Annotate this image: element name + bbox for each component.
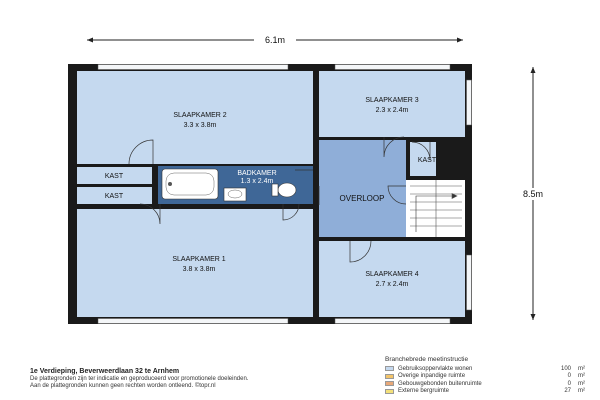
- toilet-icon: [278, 183, 296, 197]
- legend-value: 0: [567, 373, 571, 380]
- slaapkamer3-name: SLAAPKAMER 3: [365, 97, 419, 104]
- address: 1e Verdieping, Beverweerdlaan 32 te Arnhem: [30, 368, 180, 375]
- badkamer-name: BADKAMER: [237, 170, 277, 177]
- slaapkamer1-size: 3.8 x 3.8m: [182, 266, 216, 273]
- legend-unit: m²: [578, 380, 585, 387]
- legend-title: Branchebrede meetinstructie: [385, 356, 469, 363]
- legend-swatch: [385, 381, 394, 386]
- slaapkamer4-size: 2.7 x 2.4m: [375, 281, 409, 288]
- kast-top-label: KAST: [104, 173, 124, 180]
- disclaimer-line-1: De plattegronden zijn ter indicatie en geproduceerd voor promotionele doeleinden.: [30, 375, 249, 382]
- legend-swatch: [385, 374, 394, 379]
- slaapkamer1-name: SLAAPKAMER 1: [172, 256, 226, 263]
- legend-value: 100: [560, 365, 571, 372]
- slaapkamer4-name: SLAAPKAMER 4: [365, 271, 419, 278]
- legend-item: [385, 373, 585, 381]
- legend-label: Gebruiksoppervlakte wonen: [398, 365, 473, 372]
- legend-swatch: [385, 389, 394, 394]
- width-label: 6.1m: [264, 35, 286, 45]
- slaapkamer3-size: 2.3 x 2.4m: [375, 107, 409, 114]
- overloop-name: OVERLOOP: [339, 194, 385, 203]
- room-slaapkamer3: [319, 71, 465, 137]
- kast-bottom-label: KAST: [104, 193, 124, 200]
- slaapkamer2-name: SLAAPKAMER 2: [173, 112, 227, 119]
- height-label: 8.5m: [522, 189, 544, 199]
- legend-label: Externe bergruimte: [398, 388, 450, 395]
- room-slaapkamer1: [77, 209, 313, 317]
- legend-item: [385, 365, 585, 373]
- room-slaapkamer4: [319, 241, 465, 317]
- brand-logo: ©topr.nl: [194, 383, 216, 389]
- slaapkamer2-size: 3.3 x 3.8m: [183, 122, 217, 129]
- legend-unit: m²: [578, 365, 585, 372]
- footer: [30, 368, 248, 391]
- kast-right-label: KAST: [417, 157, 437, 164]
- tap-icon: [168, 182, 172, 186]
- width-dimension: [87, 33, 463, 45]
- legend-item: [385, 380, 585, 388]
- badkamer-size: 1.3 x 2.4m: [240, 178, 274, 185]
- legend-label: Gebouwgebonden buitenruimte: [398, 380, 482, 387]
- legend-label: Overige inpandige ruimte: [398, 373, 466, 380]
- legend-unit: m²: [578, 373, 585, 380]
- stairwell: [406, 180, 465, 237]
- height-dimension: [513, 67, 553, 320]
- legend-value: 27: [564, 388, 571, 395]
- legend-unit: m²: [578, 388, 585, 395]
- disclaimer-line-2: Aan de plattegronden kunnen geen rechten worden ontleend.: [30, 383, 194, 389]
- legend: [385, 356, 585, 395]
- legend-swatch: [385, 366, 394, 371]
- legend-item: [385, 388, 585, 396]
- room-overloop: [319, 140, 406, 237]
- legend-value: 0: [567, 380, 571, 387]
